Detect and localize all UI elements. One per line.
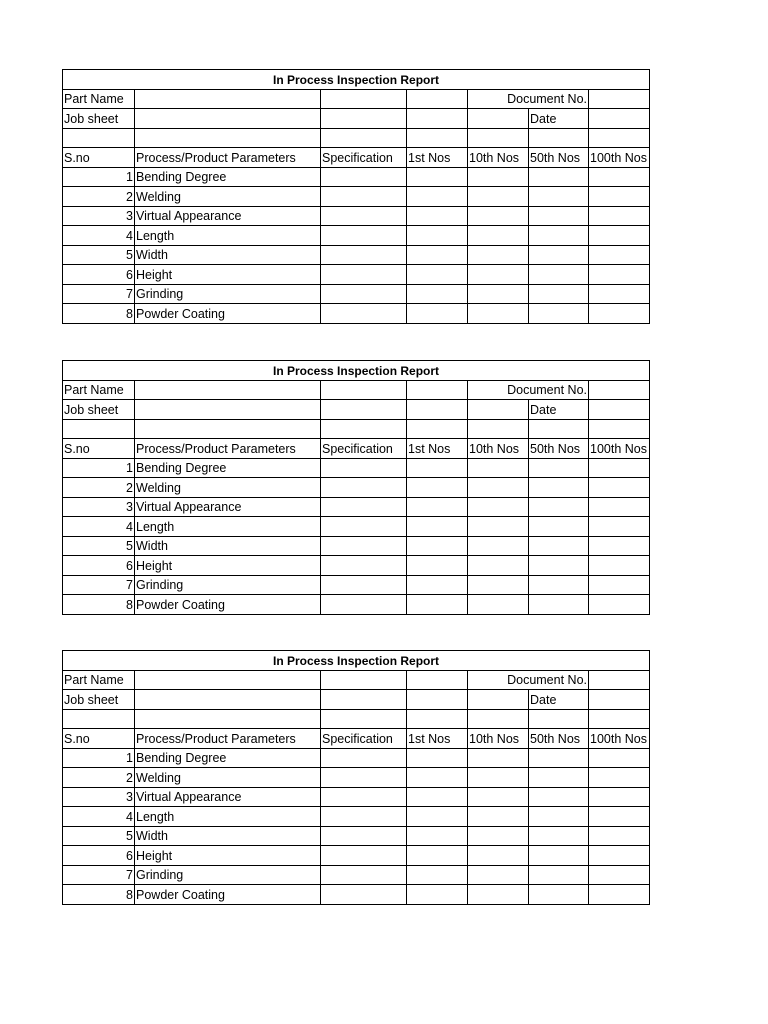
table-row xyxy=(63,787,650,807)
row-value-cell[interactable] xyxy=(321,595,407,615)
blank-cell[interactable] xyxy=(468,419,529,439)
row-value-cell[interactable] xyxy=(407,167,468,187)
row-value-cell[interactable] xyxy=(468,458,529,478)
row-value-cell[interactable] xyxy=(321,517,407,537)
row-parameter: Powder Coating xyxy=(135,885,321,905)
row-value-cell[interactable] xyxy=(468,768,529,788)
row-parameter: Welding xyxy=(135,768,321,788)
row-parameter: Grinding xyxy=(135,575,321,595)
part-name-label: Part Name xyxy=(63,380,135,400)
row-value-cell[interactable] xyxy=(529,768,589,788)
job-sheet-label: Job sheet xyxy=(63,109,135,129)
header-1st-nos: 1st Nos xyxy=(407,729,468,749)
row-value-cell[interactable] xyxy=(468,187,529,207)
row-value-cell[interactable] xyxy=(529,265,589,285)
row-value-cell[interactable] xyxy=(468,846,529,866)
row-parameter: Height xyxy=(135,846,321,866)
row-value-cell[interactable] xyxy=(321,748,407,768)
job-sheet-value[interactable] xyxy=(135,690,321,710)
blank-cell[interactable] xyxy=(321,419,407,439)
row-parameter: Powder Coating xyxy=(135,595,321,615)
report-title: In Process Inspection Report xyxy=(63,361,650,381)
header-sno: S.no xyxy=(63,439,135,459)
row-value-cell[interactable] xyxy=(407,768,468,788)
row-value-cell[interactable] xyxy=(407,575,468,595)
row-value-cell[interactable] xyxy=(589,595,650,615)
row-value-cell[interactable] xyxy=(589,826,650,846)
row-value-cell[interactable] xyxy=(529,245,589,265)
document-no-label: Document No. xyxy=(468,89,589,109)
row-value-cell[interactable] xyxy=(407,187,468,207)
row-value-cell[interactable] xyxy=(407,478,468,498)
document-no-value[interactable] xyxy=(589,670,650,690)
header-1st-nos: 1st Nos xyxy=(407,148,468,168)
blank-cell[interactable] xyxy=(407,709,468,729)
row-value-cell[interactable] xyxy=(321,575,407,595)
blank-cell[interactable] xyxy=(63,709,135,729)
row-value-cell[interactable] xyxy=(529,556,589,576)
part-name-value[interactable] xyxy=(135,380,321,400)
table-row xyxy=(63,245,650,265)
row-value-cell[interactable] xyxy=(321,187,407,207)
row-value-cell[interactable] xyxy=(321,846,407,866)
blank-cell[interactable] xyxy=(589,128,650,148)
table-row xyxy=(63,458,650,478)
row-parameter: Length xyxy=(135,226,321,246)
row-value-cell[interactable] xyxy=(589,284,650,304)
date-label: Date xyxy=(529,400,589,420)
row-value-cell[interactable] xyxy=(468,885,529,905)
blank-cell[interactable] xyxy=(407,419,468,439)
row-value-cell[interactable] xyxy=(321,787,407,807)
job-sheet-cell[interactable] xyxy=(407,109,468,129)
table-row xyxy=(63,595,650,615)
blank-cell[interactable] xyxy=(468,709,529,729)
row-sno: 8 xyxy=(63,595,135,615)
row-value-cell[interactable] xyxy=(529,458,589,478)
job-sheet-value[interactable] xyxy=(135,109,321,129)
blank-cell[interactable] xyxy=(589,709,650,729)
row-value-cell[interactable] xyxy=(407,536,468,556)
header-parameters: Process/Product Parameters xyxy=(135,439,321,459)
row-value-cell[interactable] xyxy=(529,206,589,226)
row-value-cell[interactable] xyxy=(321,458,407,478)
row-value-cell[interactable] xyxy=(407,304,468,324)
table-row xyxy=(63,846,650,866)
part-name-cell[interactable] xyxy=(407,380,468,400)
date-value[interactable] xyxy=(589,690,650,710)
date-value[interactable] xyxy=(589,109,650,129)
table-row xyxy=(63,478,650,498)
row-value-cell[interactable] xyxy=(321,304,407,324)
row-value-cell[interactable] xyxy=(321,536,407,556)
header-100th-nos: 100th Nos xyxy=(589,148,650,168)
row-value-cell[interactable] xyxy=(529,304,589,324)
table-row xyxy=(63,556,650,576)
title-row xyxy=(63,70,650,90)
inspection-report-table xyxy=(62,650,650,905)
header-10th-nos: 10th Nos xyxy=(468,439,529,459)
row-value-cell[interactable] xyxy=(529,807,589,827)
row-sno: 5 xyxy=(63,826,135,846)
table-row xyxy=(63,497,650,517)
title-row xyxy=(63,361,650,381)
row-value-cell[interactable] xyxy=(407,517,468,537)
row-value-cell[interactable] xyxy=(468,478,529,498)
row-value-cell[interactable] xyxy=(529,187,589,207)
header-parameters: Process/Product Parameters xyxy=(135,148,321,168)
row-value-cell[interactable] xyxy=(407,458,468,478)
table-row xyxy=(63,284,650,304)
row-parameter: Length xyxy=(135,807,321,827)
blank-cell[interactable] xyxy=(407,128,468,148)
blank-row xyxy=(63,419,650,439)
row-parameter: Length xyxy=(135,517,321,537)
part-name-row xyxy=(63,670,650,690)
row-value-cell[interactable] xyxy=(589,556,650,576)
header-specification: Specification xyxy=(321,439,407,459)
row-parameter: Width xyxy=(135,245,321,265)
row-value-cell[interactable] xyxy=(407,206,468,226)
row-sno: 4 xyxy=(63,807,135,827)
row-value-cell[interactable] xyxy=(407,245,468,265)
row-value-cell[interactable] xyxy=(589,748,650,768)
row-sno: 3 xyxy=(63,497,135,517)
row-value-cell[interactable] xyxy=(529,167,589,187)
header-10th-nos: 10th Nos xyxy=(468,729,529,749)
row-value-cell[interactable] xyxy=(407,826,468,846)
blank-cell[interactable] xyxy=(63,419,135,439)
row-value-cell[interactable] xyxy=(321,245,407,265)
row-value-cell[interactable] xyxy=(529,865,589,885)
document-no-label: Document No. xyxy=(468,380,589,400)
table-row xyxy=(63,865,650,885)
row-parameter: Welding xyxy=(135,187,321,207)
row-value-cell[interactable] xyxy=(468,284,529,304)
row-value-cell[interactable] xyxy=(468,536,529,556)
row-value-cell[interactable] xyxy=(468,787,529,807)
job-sheet-cell[interactable] xyxy=(468,109,529,129)
table-row xyxy=(63,807,650,827)
table-row xyxy=(63,265,650,285)
row-sno: 6 xyxy=(63,846,135,866)
row-sno: 6 xyxy=(63,556,135,576)
row-value-cell[interactable] xyxy=(468,167,529,187)
row-value-cell[interactable] xyxy=(321,167,407,187)
table-row xyxy=(63,536,650,556)
row-value-cell[interactable] xyxy=(407,284,468,304)
job-sheet-label: Job sheet xyxy=(63,690,135,710)
table-row xyxy=(63,826,650,846)
row-value-cell[interactable] xyxy=(529,885,589,905)
job-sheet-row xyxy=(63,400,650,420)
table-row xyxy=(63,748,650,768)
row-value-cell[interactable] xyxy=(589,265,650,285)
part-name-cell[interactable] xyxy=(321,89,407,109)
row-value-cell[interactable] xyxy=(589,226,650,246)
part-name-value[interactable] xyxy=(135,89,321,109)
row-value-cell[interactable] xyxy=(529,536,589,556)
row-value-cell[interactable] xyxy=(529,846,589,866)
row-value-cell[interactable] xyxy=(529,497,589,517)
row-value-cell[interactable] xyxy=(589,167,650,187)
header-50th-nos: 50th Nos xyxy=(529,729,589,749)
table-row xyxy=(63,206,650,226)
row-parameter: Height xyxy=(135,556,321,576)
row-value-cell[interactable] xyxy=(589,807,650,827)
row-value-cell[interactable] xyxy=(407,787,468,807)
job-sheet-cell[interactable] xyxy=(407,400,468,420)
row-value-cell[interactable] xyxy=(589,885,650,905)
row-value-cell[interactable] xyxy=(321,206,407,226)
part-name-value[interactable] xyxy=(135,670,321,690)
row-sno: 5 xyxy=(63,245,135,265)
job-sheet-row xyxy=(63,690,650,710)
table-row xyxy=(63,304,650,324)
row-value-cell[interactable] xyxy=(589,787,650,807)
row-value-cell[interactable] xyxy=(468,826,529,846)
row-value-cell[interactable] xyxy=(468,595,529,615)
row-value-cell[interactable] xyxy=(589,304,650,324)
blank-row xyxy=(63,709,650,729)
row-sno: 7 xyxy=(63,284,135,304)
row-value-cell[interactable] xyxy=(407,865,468,885)
row-parameter: Width xyxy=(135,826,321,846)
report-title: In Process Inspection Report xyxy=(63,651,650,671)
row-value-cell[interactable] xyxy=(529,748,589,768)
row-value-cell[interactable] xyxy=(468,807,529,827)
row-value-cell[interactable] xyxy=(468,575,529,595)
header-parameters: Process/Product Parameters xyxy=(135,729,321,749)
row-value-cell[interactable] xyxy=(407,807,468,827)
header-sno: S.no xyxy=(63,148,135,168)
blank-cell[interactable] xyxy=(135,709,321,729)
job-sheet-cell[interactable] xyxy=(468,690,529,710)
row-value-cell[interactable] xyxy=(407,846,468,866)
row-sno: 5 xyxy=(63,536,135,556)
row-parameter: Grinding xyxy=(135,284,321,304)
row-parameter: Virtual Appearance xyxy=(135,497,321,517)
row-value-cell[interactable] xyxy=(407,885,468,905)
row-value-cell[interactable] xyxy=(589,458,650,478)
row-value-cell[interactable] xyxy=(321,807,407,827)
blank-cell[interactable] xyxy=(321,128,407,148)
row-parameter: Width xyxy=(135,536,321,556)
header-50th-nos: 50th Nos xyxy=(529,148,589,168)
row-parameter: Bending Degree xyxy=(135,748,321,768)
inspection-report-table xyxy=(62,360,650,615)
part-name-label: Part Name xyxy=(63,670,135,690)
row-value-cell[interactable] xyxy=(407,595,468,615)
row-value-cell[interactable] xyxy=(589,768,650,788)
header-100th-nos: 100th Nos xyxy=(589,439,650,459)
blank-row xyxy=(63,128,650,148)
header-50th-nos: 50th Nos xyxy=(529,439,589,459)
row-parameter: Welding xyxy=(135,478,321,498)
row-value-cell[interactable] xyxy=(589,478,650,498)
table-row xyxy=(63,575,650,595)
row-sno: 1 xyxy=(63,167,135,187)
row-value-cell[interactable] xyxy=(468,748,529,768)
row-parameter: Height xyxy=(135,265,321,285)
header-specification: Specification xyxy=(321,148,407,168)
job-sheet-cell[interactable] xyxy=(407,690,468,710)
row-sno: 6 xyxy=(63,265,135,285)
table-row xyxy=(63,885,650,905)
part-name-cell[interactable] xyxy=(407,670,468,690)
title-row xyxy=(63,651,650,671)
row-value-cell[interactable] xyxy=(529,517,589,537)
row-sno: 8 xyxy=(63,885,135,905)
date-label: Date xyxy=(529,690,589,710)
row-value-cell[interactable] xyxy=(589,575,650,595)
date-value[interactable] xyxy=(589,400,650,420)
row-sno: 1 xyxy=(63,748,135,768)
document-no-value[interactable] xyxy=(589,89,650,109)
row-value-cell[interactable] xyxy=(407,265,468,285)
part-name-cell[interactable] xyxy=(321,380,407,400)
blank-cell[interactable] xyxy=(529,128,589,148)
row-sno: 7 xyxy=(63,865,135,885)
row-value-cell[interactable] xyxy=(321,497,407,517)
row-value-cell[interactable] xyxy=(529,826,589,846)
row-value-cell[interactable] xyxy=(589,497,650,517)
row-sno: 4 xyxy=(63,517,135,537)
row-value-cell[interactable] xyxy=(468,206,529,226)
table-row xyxy=(63,768,650,788)
header-row xyxy=(63,148,650,168)
row-value-cell[interactable] xyxy=(529,595,589,615)
part-name-row xyxy=(63,89,650,109)
row-sno: 3 xyxy=(63,787,135,807)
blank-cell[interactable] xyxy=(468,128,529,148)
header-row xyxy=(63,439,650,459)
table-row xyxy=(63,517,650,537)
row-sno: 3 xyxy=(63,206,135,226)
row-sno: 2 xyxy=(63,768,135,788)
blank-cell[interactable] xyxy=(529,419,589,439)
row-parameter: Bending Degree xyxy=(135,167,321,187)
row-parameter: Powder Coating xyxy=(135,304,321,324)
row-value-cell[interactable] xyxy=(321,865,407,885)
row-value-cell[interactable] xyxy=(321,284,407,304)
row-parameter: Bending Degree xyxy=(135,458,321,478)
row-value-cell[interactable] xyxy=(589,245,650,265)
row-value-cell[interactable] xyxy=(321,556,407,576)
row-value-cell[interactable] xyxy=(589,846,650,866)
row-value-cell[interactable] xyxy=(321,768,407,788)
row-parameter: Virtual Appearance xyxy=(135,206,321,226)
row-sno: 2 xyxy=(63,187,135,207)
row-sno: 7 xyxy=(63,575,135,595)
part-name-cell[interactable] xyxy=(321,670,407,690)
row-value-cell[interactable] xyxy=(589,536,650,556)
blank-cell[interactable] xyxy=(529,709,589,729)
table-row xyxy=(63,187,650,207)
blank-cell[interactable] xyxy=(321,709,407,729)
job-sheet-cell[interactable] xyxy=(321,109,407,129)
row-value-cell[interactable] xyxy=(589,187,650,207)
row-value-cell[interactable] xyxy=(468,517,529,537)
row-value-cell[interactable] xyxy=(529,226,589,246)
row-value-cell[interactable] xyxy=(407,748,468,768)
inspection-report-table xyxy=(62,69,650,324)
document-no-value[interactable] xyxy=(589,380,650,400)
row-parameter: Virtual Appearance xyxy=(135,787,321,807)
job-sheet-cell[interactable] xyxy=(321,400,407,420)
blank-cell[interactable] xyxy=(135,128,321,148)
job-sheet-row xyxy=(63,109,650,129)
part-name-label: Part Name xyxy=(63,89,135,109)
row-value-cell[interactable] xyxy=(589,517,650,537)
row-value-cell[interactable] xyxy=(468,265,529,285)
row-sno: 4 xyxy=(63,226,135,246)
table-row xyxy=(63,226,650,246)
row-value-cell[interactable] xyxy=(321,265,407,285)
part-name-row xyxy=(63,380,650,400)
header-specification: Specification xyxy=(321,729,407,749)
row-value-cell[interactable] xyxy=(589,206,650,226)
row-sno: 8 xyxy=(63,304,135,324)
row-value-cell[interactable] xyxy=(468,245,529,265)
header-10th-nos: 10th Nos xyxy=(468,148,529,168)
blank-cell[interactable] xyxy=(135,419,321,439)
row-value-cell[interactable] xyxy=(468,865,529,885)
row-value-cell[interactable] xyxy=(321,826,407,846)
row-value-cell[interactable] xyxy=(468,497,529,517)
header-sno: S.no xyxy=(63,729,135,749)
row-value-cell[interactable] xyxy=(589,865,650,885)
row-value-cell[interactable] xyxy=(321,885,407,905)
row-value-cell[interactable] xyxy=(529,787,589,807)
row-value-cell[interactable] xyxy=(407,226,468,246)
header-100th-nos: 100th Nos xyxy=(589,729,650,749)
blank-cell[interactable] xyxy=(589,419,650,439)
header-row xyxy=(63,729,650,749)
document-no-label: Document No. xyxy=(468,670,589,690)
job-sheet-cell[interactable] xyxy=(468,400,529,420)
row-value-cell[interactable] xyxy=(468,226,529,246)
row-value-cell[interactable] xyxy=(407,497,468,517)
part-name-cell[interactable] xyxy=(407,89,468,109)
row-sno: 1 xyxy=(63,458,135,478)
row-value-cell[interactable] xyxy=(529,575,589,595)
report-title: In Process Inspection Report xyxy=(63,70,650,90)
job-sheet-cell[interactable] xyxy=(321,690,407,710)
row-value-cell[interactable] xyxy=(321,478,407,498)
blank-cell[interactable] xyxy=(63,128,135,148)
row-value-cell[interactable] xyxy=(468,304,529,324)
date-label: Date xyxy=(529,109,589,129)
row-value-cell[interactable] xyxy=(468,556,529,576)
row-value-cell[interactable] xyxy=(407,556,468,576)
job-sheet-value[interactable] xyxy=(135,400,321,420)
job-sheet-label: Job sheet xyxy=(63,400,135,420)
row-value-cell[interactable] xyxy=(529,478,589,498)
row-value-cell[interactable] xyxy=(529,284,589,304)
header-1st-nos: 1st Nos xyxy=(407,439,468,459)
table-row xyxy=(63,167,650,187)
row-value-cell[interactable] xyxy=(321,226,407,246)
row-sno: 2 xyxy=(63,478,135,498)
row-parameter: Grinding xyxy=(135,865,321,885)
